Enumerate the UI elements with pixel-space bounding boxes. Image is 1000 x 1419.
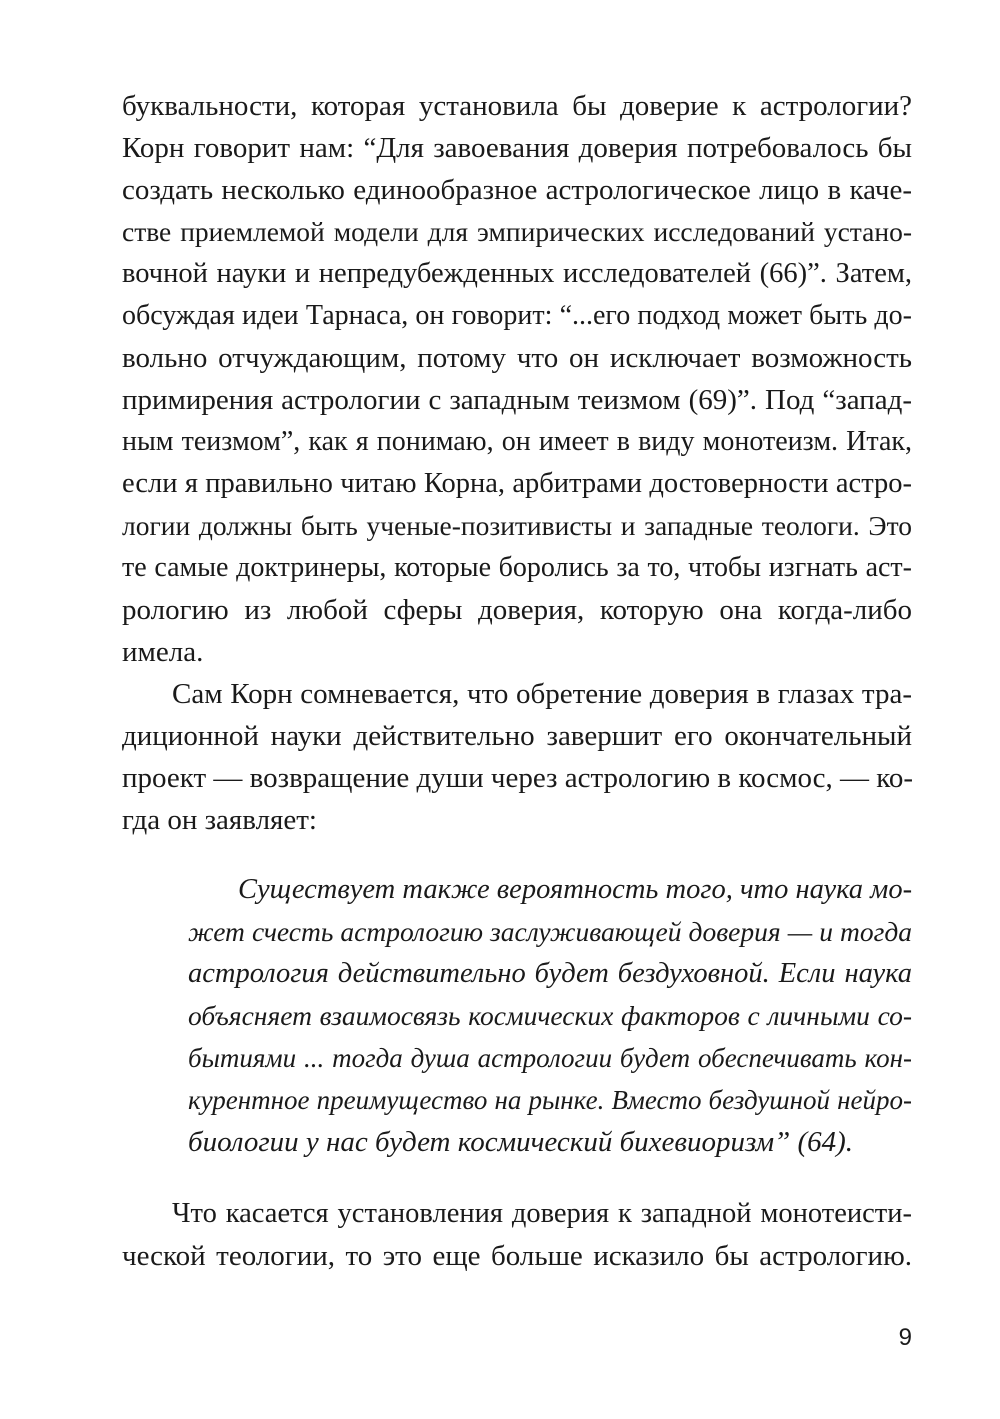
- text-line: гда он заявляет:: [122, 804, 317, 836]
- quote-line: астрология действительно будет бездуховной. Если наука: [188, 958, 912, 989]
- text-line: те самые доктринеры, которые боролись за то, чтобы изгнать аст-: [122, 552, 912, 583]
- text-line: диционной науки действительно завершит его окончательный: [122, 720, 912, 752]
- text-line: Корн говорит нам: “Для завоевания доверия потребовалось бы: [122, 132, 912, 164]
- quote-line: курентное преимущество на рынке. Вместо бездушной нейро-: [188, 1085, 912, 1115]
- text-line: вольно отчуждающим, потому что он исключает возможность: [122, 342, 912, 374]
- text-line: ческой теологии, то это еще больше исказило бы астрологию.: [122, 1240, 912, 1272]
- text-line: обсуждая идеи Тарнаса, он говорит: “...его подход может быть до-: [122, 300, 912, 331]
- text-line: примирения астрологии с западным теизмом (69)”. Под “запад-: [122, 384, 912, 416]
- text-line: стве приемлемой модели для эмпирических исследований устано-: [122, 216, 912, 247]
- text-line: ным теизмом”, как я понимаю, он имеет в виду монотеизм. Итак,: [122, 426, 912, 457]
- text-line: создать несколько единообразное астрологическое лицо в каче-: [122, 174, 912, 206]
- quote-line: объясняет взаимосвязь космических факторов с личными со-: [188, 1000, 912, 1031]
- text-line: буквальности, которая установила бы доверие к астрологии?: [122, 90, 912, 122]
- quote-line: жет счесть астрологию заслуживающей доверия — и тогда: [188, 916, 912, 947]
- page-number: 9: [898, 1324, 912, 1351]
- quote-line: бытиями ... тогда душа астрологии будет обеспечивать кон-: [188, 1043, 912, 1073]
- text-line: Что касается установления доверия к западной монотеисти-: [172, 1198, 912, 1229]
- text-line: вочной науки и непредубежденных исследователей (66)”. Затем,: [122, 258, 912, 289]
- text-line: если я правильно читаю Корна, арбитрами достоверности астро-: [122, 468, 912, 499]
- text-line: рологию из любой сферы доверия, которую она когда-либо: [122, 594, 912, 626]
- text-line: логии должны быть ученые-позитивисты и западные теологи. Это: [122, 510, 912, 541]
- quote-line: Существует также вероятность того, что наука мо-: [238, 874, 913, 905]
- text-line: проект — возвращение души через астрологию в космос, — ко-: [122, 762, 914, 794]
- quote-line: биологии у нас будет космический бихевиоризм” (64).: [188, 1126, 854, 1158]
- text-line: Сам Корн сомневается, что обретение доверия в глазах тра-: [172, 678, 912, 710]
- text-line: имела.: [122, 636, 204, 668]
